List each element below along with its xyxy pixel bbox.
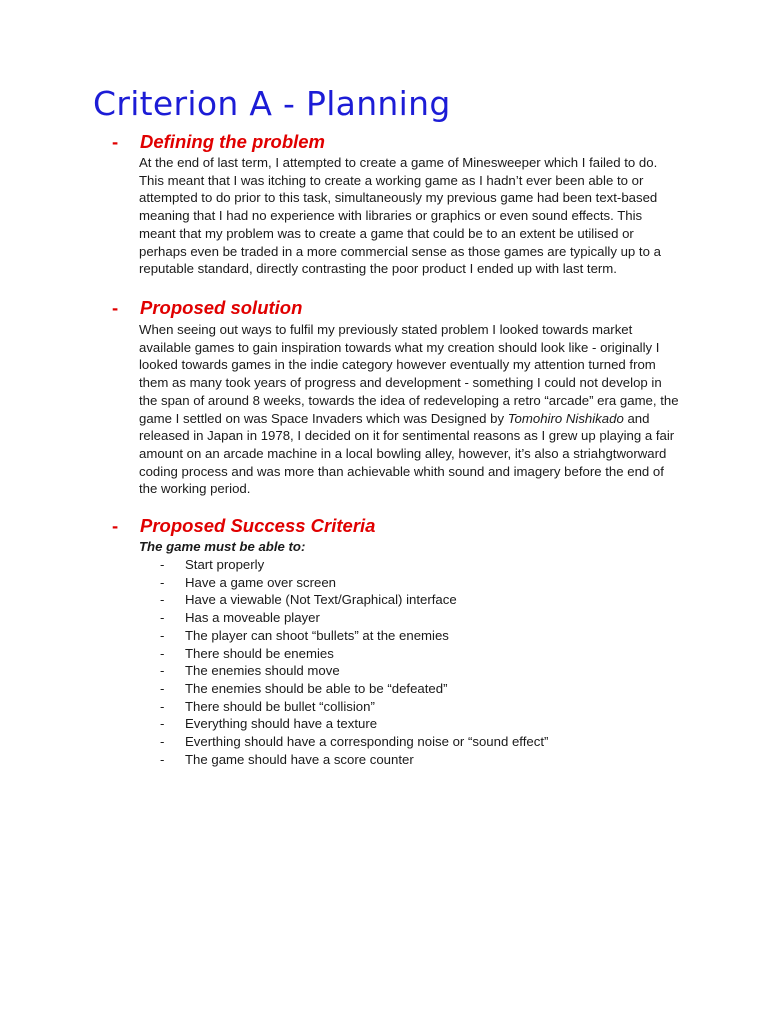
criteria-list [160,556,548,768]
bullet-dash: - [160,716,165,732]
heading-dash: - [112,131,119,152]
heading-dash: - [112,297,119,318]
solution-paragraph-part-1: When seeing out ways to fulfil my previously stated problem I looked towards market available games to gain inspiration towards what my creation should look like - originally I looked towards games in the indie category however eventually my attention turned from them as many took years of progress and development - something I could not develop in the span of around 8 weeks, towards the idea of redeveloping a retro “arcade” era game, the game I settled on was Space Invaders which was Designed by [139,322,679,426]
designer-name: Tomohiro Nishikado [507,410,624,426]
criterion-text: The enemies should be able to be “defeated” [185,680,448,696]
list-item [160,733,548,751]
criterion-text: The game should have a score counter [185,751,414,767]
section-heading-label: Proposed solution [140,297,303,318]
section-heading-success-criteria [112,514,375,538]
criterion-text: Everything should have a texture [185,716,378,732]
solution-paragraph [139,321,679,498]
bullet-dash: - [160,751,165,767]
criterion-text: Start properly [185,557,265,572]
list-item [160,609,548,627]
list-item [160,698,548,716]
list-item [160,680,548,698]
section-heading-defining-problem [112,130,325,154]
list-item [160,751,548,769]
list-item [160,645,548,663]
bullet-dash: - [160,557,165,572]
criterion-text: Have a viewable (Not Text/Graphical) interface [185,592,457,608]
criterion-text: There should be bullet “collision” [185,698,375,714]
bullet-dash: - [160,592,165,608]
page-title: Criterion A - Planning [93,84,451,123]
heading-dash: - [112,515,119,536]
list-item [160,627,548,645]
bullet-dash: - [160,698,165,714]
bullet-dash: - [160,680,165,696]
bullet-dash: - [160,610,165,626]
section-heading-proposed-solution [112,296,302,320]
criterion-text: The player can shoot “bullets” at the enemies [185,627,449,643]
criteria-lead: The game must be able to: [139,539,306,554]
list-item [160,591,548,609]
solution-paragraph-part-2: and released in Japan in 1978, I decided on it for sentimental reasons as I grew up playing a fair amount on an arcade machine in a local bowling alley, however, it’s also a striahgtworward coding process and was more than achievable whith sound and imagery before the end of the working period. [139,410,675,497]
criterion-text: The enemies should move [185,663,340,679]
bullet-dash: - [160,734,165,750]
bullet-dash: - [160,663,165,679]
list-item [160,715,548,733]
bullet-dash: - [160,574,165,590]
list-item [160,574,548,592]
criterion-text: Everthing should have a corresponding noise or “sound effect” [185,734,549,750]
criterion-text: Have a game over screen [185,574,336,590]
bullet-dash: - [160,645,165,661]
criterion-text: There should be enemies [185,645,334,661]
section-heading-label: Defining the problem [140,131,325,152]
problem-paragraph: At the end of last term, I attempted to create a game of Minesweeper which I failed to do. This meant that I was itching to create a working game as I hadn’t ever been able to or attempted to do prior to this task, simultaneously my previous game had been text-based meaning that I had no experience with libraries or graphics or even sound effects. This meant that my problem was to create a game that could be to an extent be utilised or perhaps even be traded in a more commercial sense as those games are typically up to a reputable standard, directly contrasting the poor product I ended up with last term. [139,155,661,277]
criterion-text: Has a moveable player [185,610,320,626]
section-heading-label: Proposed Success Criteria [140,515,376,536]
bullet-dash: - [160,627,165,643]
list-item [160,662,548,680]
list-item [160,556,548,574]
